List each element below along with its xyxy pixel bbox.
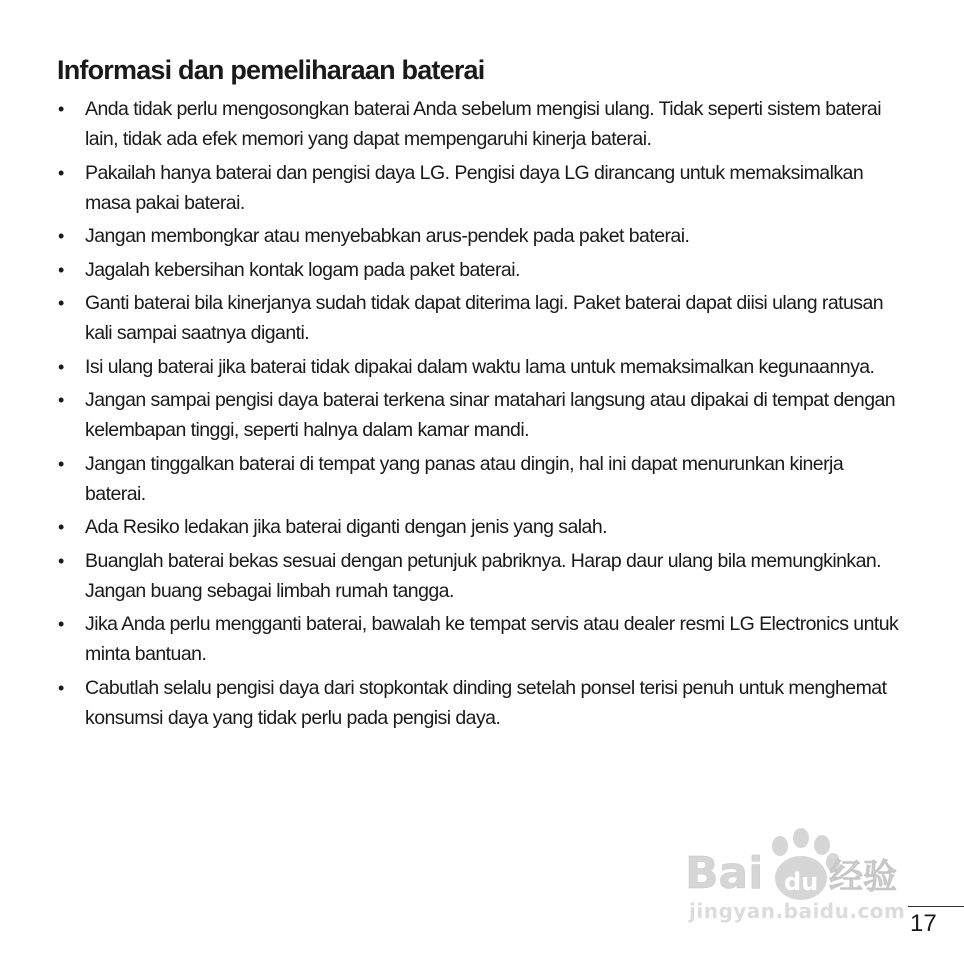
list-item-text: Cabutlah selalu pengisi daya dari stopkontak dinding setelah ponsel terisi penuh untuk menghemat konsumsi daya yang tidak perlu pada pengisi daya. xyxy=(85,676,887,729)
list-item xyxy=(57,94,907,154)
bullet-icon: • xyxy=(58,390,64,410)
list-item-text: Jangan tinggalkan baterai di tempat yang panas atau dingin, hal ini dapat menurunkan kinerja baterai. xyxy=(85,452,844,505)
list-item-text: Isi ulang baterai jika baterai tidak dipakai dalam waktu lama untuk memaksimalkan kegunaannya. xyxy=(85,355,875,378)
section-title: Informasi dan pemeliharaan baterai xyxy=(57,55,485,85)
bullet-icon: • xyxy=(58,517,64,537)
list-item-text: Anda tidak perlu mengosongkan baterai Anda sebelum mengisi ulang. Tidak seperti sistem baterai lain, tidak ada efek memori yang dapat mempengaruhi kinerja baterai. xyxy=(85,98,881,150)
baidu-jingyan-watermark xyxy=(683,818,905,928)
bullet-icon: • xyxy=(58,356,64,377)
footer-divider xyxy=(908,906,964,907)
list-item xyxy=(57,673,907,733)
watermark-brand-cn: 经验 xyxy=(829,857,897,897)
bullet-icon: • xyxy=(58,453,64,474)
list-item-text: Buanglah baterai bekas sesuai dengan petunjuk pabriknya. Harap daur ulang bila memungkinkan. Jangan buang sebagai limbah rumah tangga. xyxy=(85,549,882,602)
battery-tips-list xyxy=(57,94,907,733)
bullet-icon: • xyxy=(58,162,64,183)
watermark-brand-paw-text: du xyxy=(784,868,819,896)
list-item xyxy=(57,546,907,606)
bullet-icon: • xyxy=(58,293,64,313)
bullet-icon: • xyxy=(58,259,64,280)
bullet-icon: • xyxy=(58,99,64,119)
list-item-text: Pakailah hanya baterai dan pengisi daya LG. Pengisi daya LG dirancang untuk memaksimalkan masa pakai baterai. xyxy=(85,161,864,214)
list-item xyxy=(57,449,907,509)
page-number: 17 xyxy=(910,910,937,937)
list-item xyxy=(57,158,907,218)
list-item-text: Jangan membongkar atau menyebabkan arus-pendek pada paket baterai. xyxy=(85,225,690,247)
list-item-text: Jagalah kebersihan kontak logam pada paket baterai. xyxy=(85,258,520,281)
bullet-icon: • xyxy=(58,614,64,634)
bullet-icon: • xyxy=(58,677,64,698)
list-item xyxy=(57,352,907,382)
bullet-icon: • xyxy=(58,226,64,246)
list-item xyxy=(57,288,907,348)
watermark-url: jingyan.baidu.com xyxy=(689,899,905,923)
list-item-text: Ganti baterai bila kinerjanya sudah tidak dapat diterima lagi. Paket baterai dapat diisi ulang ratusan kali sampai saatnya diganti. xyxy=(85,292,884,344)
list-item xyxy=(57,221,907,251)
list-item xyxy=(57,255,907,285)
list-item xyxy=(57,385,907,445)
watermark-brand-left: Bai xyxy=(685,848,764,899)
list-item-text: Jika Anda perlu mengganti baterai, bawalah ke tempat servis atau dealer resmi LG Electronics untuk minta bantuan. xyxy=(85,613,899,665)
manual-page xyxy=(57,52,907,736)
list-item xyxy=(57,512,907,542)
list-item-text: Jangan sampai pengisi daya baterai terkena sinar matahari langsung atau dipakai di tempat dengan kelembapan tinggi, seperti halnya dalam kamar mandi. xyxy=(85,389,896,441)
list-item xyxy=(57,609,907,669)
list-item-text: Ada Resiko ledakan jika baterai diganti dengan jenis yang salah. xyxy=(85,516,608,538)
bullet-icon: • xyxy=(58,550,64,571)
